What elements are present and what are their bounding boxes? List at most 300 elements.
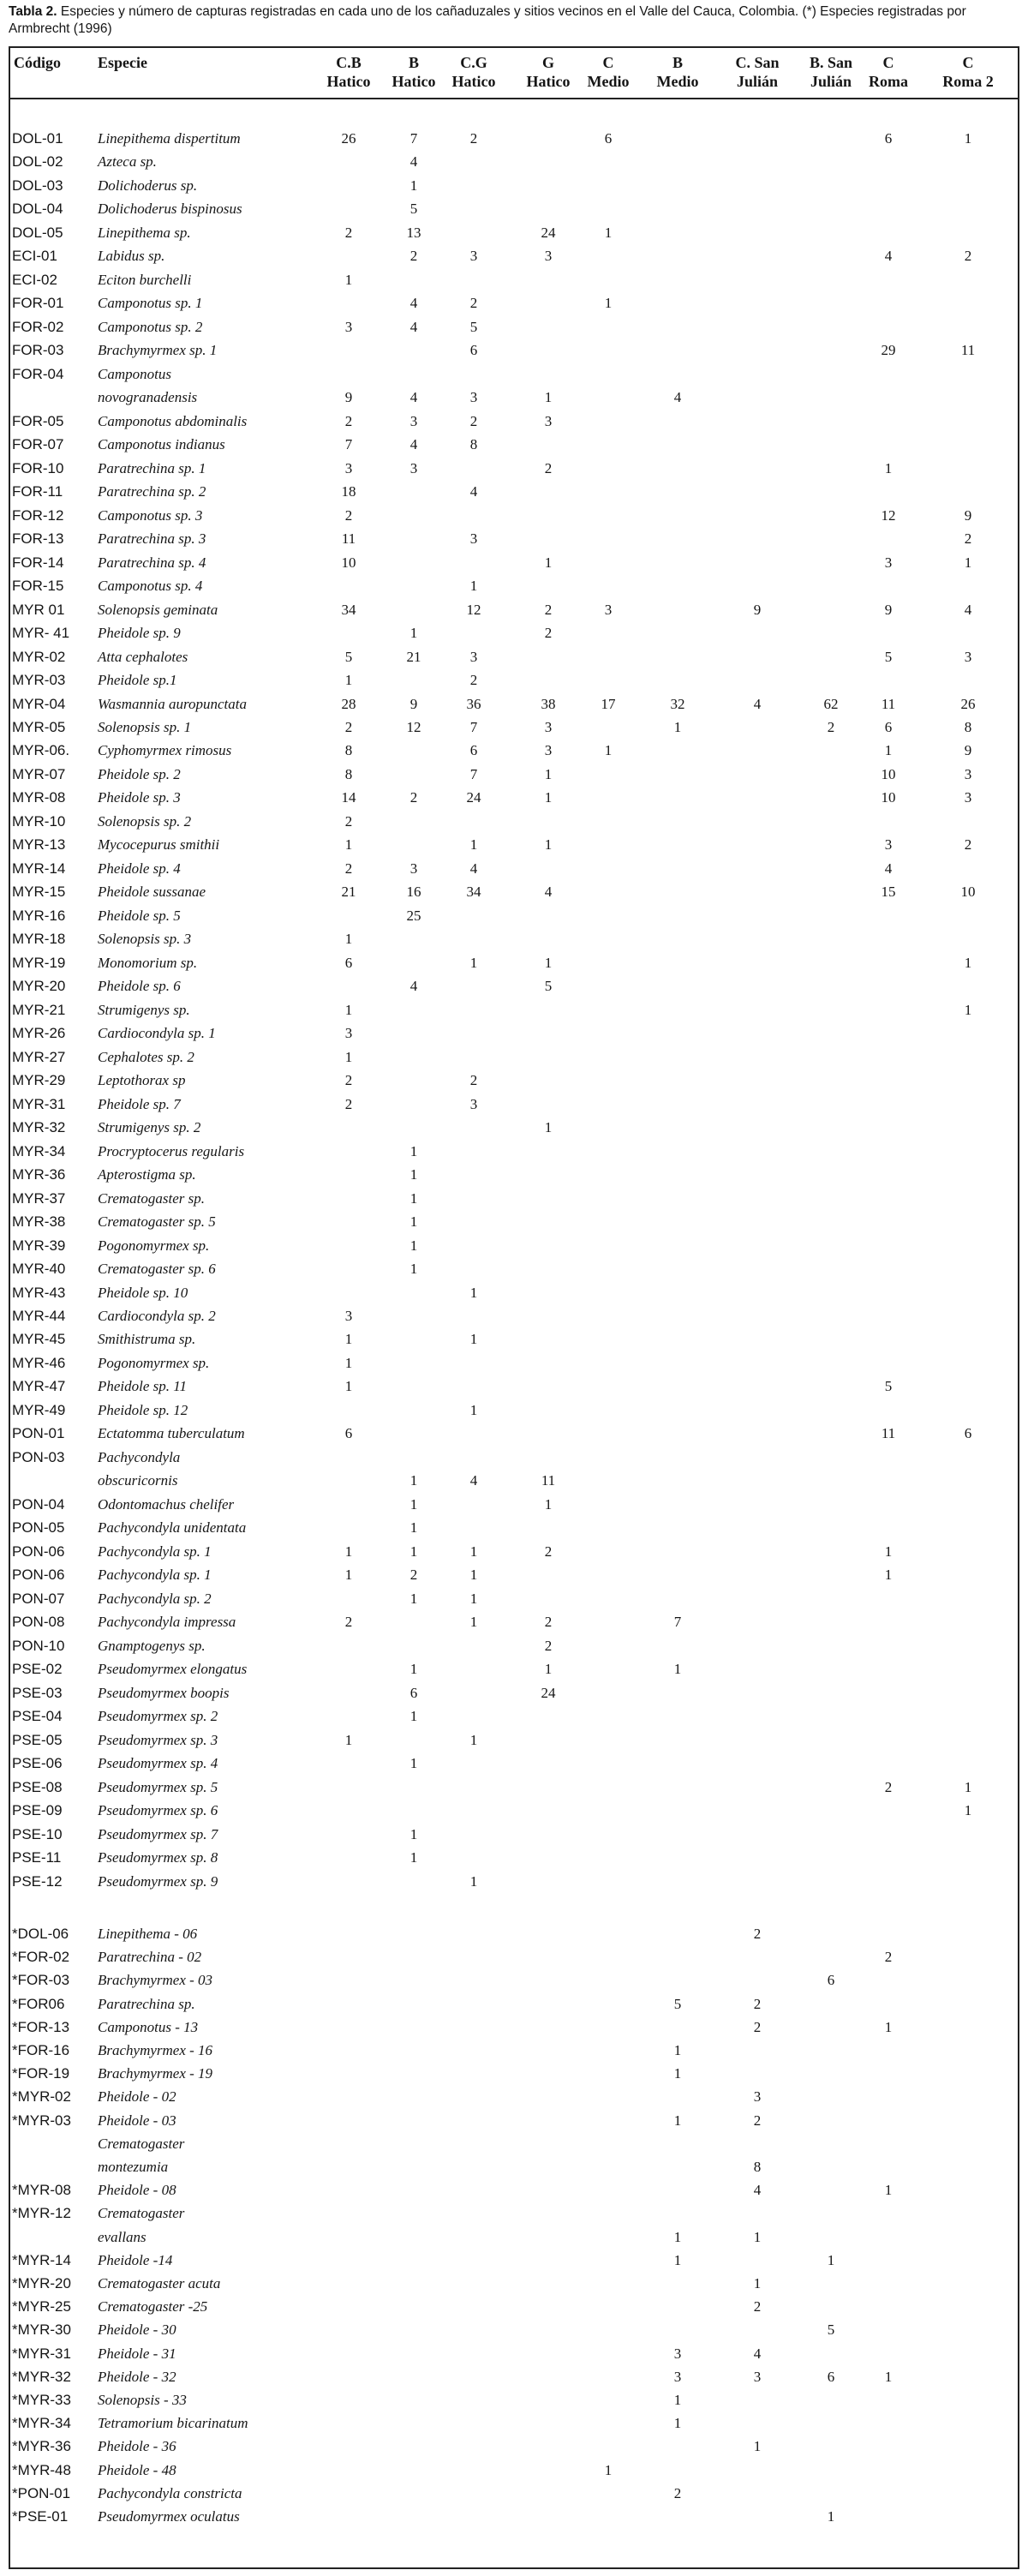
species-code: PON-06 — [12, 1543, 65, 1560]
capture-count: 62 — [823, 695, 839, 712]
header-column-line1: C.G — [460, 54, 487, 71]
species-name: Pachycondyla sp. 1 — [98, 1567, 212, 1584]
species-name: Pogonomyrmex sp. — [98, 1237, 210, 1254]
table-row — [9, 1799, 1019, 1822]
capture-count: 1 — [344, 931, 353, 948]
species-name: Crematogaster — [98, 2135, 185, 2152]
species-name: Brachymyrmex - 19 — [98, 2065, 213, 2082]
species-name: Pheidole - 08 — [98, 2182, 176, 2199]
capture-count: 3 — [344, 1308, 353, 1324]
capture-count: 1 — [469, 1567, 478, 1584]
capture-count: 6 — [604, 130, 613, 147]
table-row — [9, 338, 1019, 362]
table-row — [9, 598, 1019, 621]
species-name: montezumia — [98, 2159, 169, 2175]
capture-count: 1 — [544, 554, 553, 571]
species-code: *FOR06 — [12, 1995, 65, 2012]
species-name: Camponotus sp. 1 — [98, 295, 203, 312]
capture-count: 14 — [341, 789, 356, 806]
species-code: DOL-04 — [12, 201, 63, 218]
capture-count: 2 — [469, 412, 478, 429]
table-row — [9, 1516, 1019, 1539]
table-row — [9, 2365, 1019, 2388]
table-caption-text: Especies y número de capturas registradas en cada uno de los cañaduzales y sitios vecinos en el Valle del Cauca, Colombia. (*) Especies registradas por Armbrecht (1996) — [9, 4, 966, 36]
capture-count: 1 — [964, 1802, 972, 1819]
capture-count: 3 — [344, 1025, 353, 1042]
capture-count: 2 — [964, 530, 972, 548]
capture-count: 11 — [881, 695, 896, 712]
table-row — [9, 2272, 1019, 2295]
header-column-line2: Hatico — [391, 73, 436, 90]
capture-count: 2 — [753, 2018, 762, 2035]
species-name: Pheidole sp. 4 — [98, 860, 181, 877]
capture-count: 3 — [884, 836, 893, 854]
capture-count: 21 — [341, 884, 356, 901]
species-name: Pheidole sp.1 — [98, 672, 177, 689]
species-code: MYR-20 — [12, 978, 66, 995]
capture-count: 2 — [884, 1949, 893, 1966]
capture-count: 1 — [409, 1755, 418, 1772]
species-name: Dolichoderus bispinosus — [98, 201, 242, 218]
species-name: Pheidole sp. 6 — [98, 978, 181, 995]
species-name: Solenopsis sp. 3 — [98, 931, 192, 948]
species-code: MYR-03 — [12, 672, 66, 689]
capture-count: 4 — [409, 153, 418, 171]
capture-count: 1 — [884, 1543, 893, 1560]
species-code: DOL-03 — [12, 177, 63, 194]
capture-count: 1 — [469, 1872, 478, 1890]
capture-count: 1 — [469, 578, 478, 595]
species-code: MYR-13 — [12, 836, 66, 854]
capture-count: 1 — [827, 2508, 835, 2525]
capture-count: 2 — [544, 1543, 553, 1560]
species-code: MYR-19 — [12, 954, 66, 971]
table-row — [9, 2435, 1019, 2458]
species-code: MYR-08 — [12, 789, 66, 806]
species-name: Camponotus — [98, 365, 171, 382]
species-name: Solenopsis sp. 2 — [98, 812, 192, 830]
table-row — [9, 1922, 1019, 1945]
header-column-line1: C — [882, 54, 894, 71]
species-code: *MYR-02 — [12, 2088, 71, 2106]
capture-count: 2 — [673, 2484, 682, 2501]
capture-count: 1 — [673, 2415, 682, 2432]
species-name: Crematogaster sp. 6 — [98, 1261, 216, 1278]
capture-count: 1 — [544, 1661, 553, 1678]
capture-count: 1 — [409, 177, 418, 194]
capture-count: 1 — [604, 742, 613, 759]
species-code: *MYR-30 — [12, 2321, 71, 2339]
capture-count: 34 — [466, 884, 481, 901]
species-code: FOR-12 — [12, 506, 64, 524]
capture-count: 29 — [881, 342, 896, 359]
capture-count: 7 — [469, 765, 478, 782]
table-row — [9, 244, 1019, 267]
capture-count: 1 — [753, 2438, 762, 2455]
table-row — [9, 904, 1019, 927]
capture-count: 1 — [884, 742, 893, 759]
table-row — [9, 2318, 1019, 2341]
species-code: DOL-05 — [12, 224, 63, 241]
species-code: *FOR-19 — [12, 2065, 70, 2082]
table-row — [9, 668, 1019, 692]
capture-count: 2 — [469, 295, 478, 312]
species-code: MYR-43 — [12, 1284, 66, 1301]
table-row — [9, 480, 1019, 503]
species-code: FOR-04 — [12, 365, 64, 382]
species-code: *MYR-12 — [12, 2205, 71, 2222]
capture-count: 3 — [409, 459, 418, 476]
species-code: MYR-47 — [12, 1378, 66, 1395]
capture-count: 6 — [884, 719, 893, 735]
table-row — [9, 1140, 1019, 1163]
species-name: Strumigenys sp. 2 — [98, 1119, 201, 1136]
table-row — [9, 2505, 1019, 2528]
capture-count: 11 — [881, 1425, 896, 1442]
capture-count: 4 — [409, 318, 418, 335]
table-row — [9, 2178, 1019, 2202]
capture-count: 5 — [884, 1378, 893, 1395]
table-row — [9, 574, 1019, 597]
species-name: Leptothorax sp — [98, 1072, 186, 1089]
species-code: MYR-49 — [12, 1401, 66, 1418]
table-row — [9, 1610, 1019, 1633]
header-column-line2: Medio — [656, 73, 699, 90]
capture-count: 1 — [409, 1590, 418, 1607]
species-name: Odontomachus chelifer — [98, 1495, 235, 1513]
table-row — [9, 1776, 1019, 1799]
header-column-line1: G — [541, 54, 554, 71]
species-code: *MYR-48 — [12, 2461, 71, 2478]
capture-count: 3 — [344, 459, 353, 476]
table-row — [9, 268, 1019, 291]
species-name: Cardiocondyla sp. 1 — [98, 1025, 216, 1042]
header-column-4 — [514, 53, 583, 91]
species-code: MYR-05 — [12, 719, 66, 735]
capture-count: 1 — [344, 1543, 353, 1560]
species-name: Pheidole sp. 11 — [98, 1378, 188, 1395]
capture-count: 8 — [469, 436, 478, 453]
capture-count: 11 — [341, 530, 356, 548]
header-column-line1: C.B — [336, 54, 362, 71]
header-column-line2: Roma 2 — [942, 73, 994, 90]
capture-count: 7 — [673, 1614, 682, 1631]
species-name: Pachycondyla impressa — [98, 1614, 236, 1631]
species-code: *MYR-08 — [12, 2182, 71, 2199]
capture-count: 3 — [469, 389, 478, 406]
species-code: *FOR-03 — [12, 1972, 70, 1989]
species-code: MYR-34 — [12, 1142, 66, 1159]
capture-count: 17 — [601, 695, 616, 712]
species-name: Pseudomyrmex sp. 2 — [98, 1708, 218, 1725]
capture-count: 2 — [344, 719, 353, 735]
species-name: Pseudomyrmex sp. 8 — [98, 1849, 218, 1866]
capture-count: 1 — [409, 625, 418, 642]
species-code: PSE-05 — [12, 1731, 63, 1748]
table-row — [9, 1422, 1019, 1445]
capture-count: 1 — [344, 1567, 353, 1584]
species-code: FOR-10 — [12, 459, 64, 476]
capture-count: 3 — [673, 2345, 682, 2362]
capture-count: 1 — [604, 2461, 613, 2478]
header-column-line1: C. San — [735, 54, 780, 71]
header-column-line2: Julián — [736, 73, 779, 90]
species-name: Crematogaster acuta — [98, 2275, 221, 2291]
species-name: Apterostigma sp. — [98, 1166, 196, 1183]
species-name: Atta cephalotes — [98, 648, 188, 665]
capture-count: 5 — [884, 648, 893, 665]
capture-count: 1 — [409, 1142, 418, 1159]
capture-count: 1 — [409, 1825, 418, 1842]
capture-count: 2 — [409, 248, 418, 265]
species-code: *MYR-20 — [12, 2275, 71, 2291]
capture-count: 4 — [469, 860, 478, 877]
species-code: MYR-31 — [12, 1095, 66, 1112]
capture-count: 10 — [341, 554, 356, 571]
species-code: MYR-40 — [12, 1261, 66, 1278]
capture-count: 2 — [753, 2112, 762, 2129]
species-code: MYR-38 — [12, 1213, 66, 1231]
header-column-line2: Hatico — [526, 73, 571, 90]
species-code: PON-04 — [12, 1495, 65, 1513]
capture-count: 3 — [409, 412, 418, 429]
header-column-10 — [934, 53, 1002, 91]
species-name: Camponotus indianus — [98, 436, 225, 453]
capture-count: 8 — [964, 719, 972, 735]
species-code: FOR-11 — [12, 483, 63, 500]
species-code: MYR-27 — [12, 1048, 66, 1065]
table-row — [9, 786, 1019, 809]
capture-count: 1 — [964, 1001, 972, 1018]
capture-count: 2 — [964, 248, 972, 265]
table-row — [9, 386, 1019, 409]
table-row — [9, 621, 1019, 644]
capture-count: 3 — [964, 648, 972, 665]
capture-count: 9 — [409, 695, 418, 712]
capture-count: 6 — [884, 130, 893, 147]
capture-count: 5 — [469, 318, 478, 335]
species-code: PSE-09 — [12, 1802, 63, 1819]
table-row — [9, 1945, 1019, 1968]
capture-count: 1 — [344, 1001, 353, 1018]
species-code: MYR-36 — [12, 1166, 66, 1183]
capture-count: 21 — [406, 648, 421, 665]
species-name: Strumigenys sp. — [98, 1001, 190, 1018]
table-row — [9, 1752, 1019, 1775]
species-code: *FOR-16 — [12, 2042, 70, 2058]
capture-count: 3 — [753, 2368, 762, 2385]
capture-count: 2 — [409, 1567, 418, 1584]
header-column-9 — [854, 53, 923, 91]
table-row — [9, 974, 1019, 997]
species-name: Crematogaster sp. 5 — [98, 1213, 216, 1231]
capture-count: 1 — [673, 2392, 682, 2408]
capture-count: 1 — [673, 1661, 682, 1678]
table-row — [9, 221, 1019, 244]
capture-count: 1 — [673, 2112, 682, 2129]
table-row — [9, 150, 1019, 173]
capture-count: 1 — [884, 2018, 893, 2035]
table-row — [9, 998, 1019, 1021]
capture-count: 4 — [753, 2182, 762, 2199]
capture-count: 3 — [604, 601, 613, 618]
species-code: PSE-11 — [12, 1849, 62, 1866]
capture-count: 4 — [673, 389, 682, 406]
table-row — [9, 951, 1019, 974]
species-code: PSE-04 — [12, 1708, 63, 1725]
species-name: Brachymyrmex sp. 1 — [98, 342, 218, 359]
capture-count: 1 — [344, 1731, 353, 1748]
capture-count: 2 — [544, 1637, 553, 1654]
table-row — [9, 1304, 1019, 1327]
species-code: MYR-14 — [12, 860, 66, 877]
capture-count: 1 — [344, 1378, 353, 1395]
table-row — [9, 810, 1019, 833]
table-row — [9, 1210, 1019, 1233]
capture-count: 2 — [544, 625, 553, 642]
capture-count: 2 — [409, 789, 418, 806]
table-row — [9, 1657, 1019, 1680]
species-name: Paratrechina sp. 4 — [98, 554, 206, 571]
species-name: Linepithema dispertitum — [98, 130, 241, 147]
species-code: DOL-01 — [12, 130, 63, 147]
table-row — [9, 1351, 1019, 1375]
capture-count: 2 — [753, 1926, 762, 1942]
table-row — [9, 174, 1019, 197]
species-code: PSE-03 — [12, 1684, 63, 1701]
header-column-line1: B — [408, 54, 419, 71]
species-code: *FOR-13 — [12, 2018, 70, 2035]
header-rule — [9, 98, 1019, 99]
capture-count: 1 — [884, 2368, 893, 2385]
capture-count: 1 — [344, 1331, 353, 1348]
species-name: Paratrechina - 02 — [98, 1949, 202, 1966]
capture-count: 16 — [406, 884, 421, 901]
capture-count: 5 — [544, 978, 553, 995]
species-code: *MYR-32 — [12, 2368, 71, 2385]
capture-count: 2 — [964, 836, 972, 854]
capture-count: 1 — [884, 2182, 893, 2199]
header-column-7 — [723, 53, 792, 91]
species-code: PON-06 — [12, 1567, 65, 1584]
capture-count: 2 — [884, 1778, 893, 1795]
species-name: Pseudomyrmex sp. 4 — [98, 1755, 218, 1772]
species-name: Camponotus sp. 4 — [98, 578, 203, 595]
species-name: Cardiocondyla sp. 2 — [98, 1308, 216, 1324]
capture-count: 4 — [409, 389, 418, 406]
capture-count: 28 — [341, 695, 356, 712]
capture-count: 1 — [964, 554, 972, 571]
capture-count: 4 — [409, 295, 418, 312]
table-row — [9, 1469, 1019, 1492]
header-species: Especie — [98, 54, 147, 71]
table-row — [9, 197, 1019, 220]
header-column-line2: Hatico — [451, 73, 496, 90]
header-column-5 — [574, 53, 642, 91]
species-name: Crematogaster — [98, 2205, 185, 2222]
table-row — [9, 857, 1019, 880]
header-column-line1: B — [672, 54, 683, 71]
species-code: MYR 01 — [12, 601, 65, 618]
capture-count: 6 — [344, 1425, 353, 1442]
capture-count: 1 — [344, 271, 353, 288]
header-column-6 — [643, 53, 712, 91]
species-name: Pheidole - 32 — [98, 2368, 176, 2385]
species-name: Pseudomyrmex sp. 7 — [98, 1825, 218, 1842]
species-name: Tetramorium bicarinatum — [98, 2415, 248, 2432]
species-code: *MYR-36 — [12, 2438, 71, 2455]
capture-count: 9 — [344, 389, 353, 406]
species-code: MYR-44 — [12, 1308, 66, 1324]
capture-count: 10 — [960, 884, 976, 901]
species-code: PON-03 — [12, 1448, 65, 1465]
capture-count: 1 — [469, 1731, 478, 1748]
species-code: FOR-02 — [12, 318, 64, 335]
capture-count: 3 — [469, 1095, 478, 1112]
capture-count: 38 — [541, 695, 556, 712]
capture-count: 2 — [344, 224, 353, 241]
species-name: obscuricornis — [98, 1472, 178, 1489]
header-column-line1: C — [962, 54, 974, 71]
table-row — [9, 2342, 1019, 2365]
capture-count: 1 — [469, 836, 478, 854]
species-name: Pheidole -14 — [98, 2251, 173, 2268]
species-name: Paratrechina sp. 2 — [98, 483, 206, 500]
capture-count: 34 — [341, 601, 356, 618]
table-row — [9, 692, 1019, 716]
species-name: Pheidole sp. 10 — [98, 1284, 188, 1301]
capture-count: 1 — [409, 1213, 418, 1231]
capture-count: 9 — [884, 601, 893, 618]
capture-count: 2 — [753, 2298, 762, 2315]
capture-count: 3 — [469, 648, 478, 665]
species-name: Pheidole - 02 — [98, 2088, 176, 2106]
species-code: PSE-10 — [12, 1825, 63, 1842]
capture-count: 7 — [344, 436, 353, 453]
table-row — [9, 739, 1019, 762]
capture-count: 2 — [827, 719, 835, 735]
species-code: *MYR-03 — [12, 2112, 71, 2129]
table-row — [9, 315, 1019, 338]
table-row — [9, 2155, 1019, 2178]
species-name: Pheidole sp. 2 — [98, 765, 181, 782]
header-column-1 — [314, 53, 383, 91]
species-name: Linepithema sp. — [98, 224, 191, 241]
capture-count: 8 — [753, 2159, 762, 2175]
capture-count: 6 — [469, 342, 478, 359]
species-name: Pheidole - 30 — [98, 2321, 176, 2339]
species-code: MYR-04 — [12, 695, 66, 712]
species-name: Pheidole - 31 — [98, 2345, 176, 2362]
capture-count: 1 — [344, 1354, 353, 1371]
capture-count: 1 — [469, 1284, 478, 1301]
species-name: Azteca sp. — [98, 153, 157, 171]
capture-count: 3 — [469, 530, 478, 548]
species-code: MYR-21 — [12, 1001, 66, 1018]
capture-count: 3 — [469, 248, 478, 265]
species-name: Ectatomma tuberculatum — [98, 1425, 245, 1442]
capture-count: 6 — [409, 1684, 418, 1701]
capture-count: 1 — [604, 295, 613, 312]
table-row — [9, 2411, 1019, 2435]
capture-count: 2 — [344, 860, 353, 877]
capture-count: 1 — [409, 1166, 418, 1183]
capture-count: 1 — [344, 836, 353, 854]
capture-count: 2 — [344, 1095, 353, 1112]
species-name: Brachymyrmex - 03 — [98, 1972, 213, 1989]
header-column-2 — [380, 53, 448, 91]
table-row — [9, 833, 1019, 856]
